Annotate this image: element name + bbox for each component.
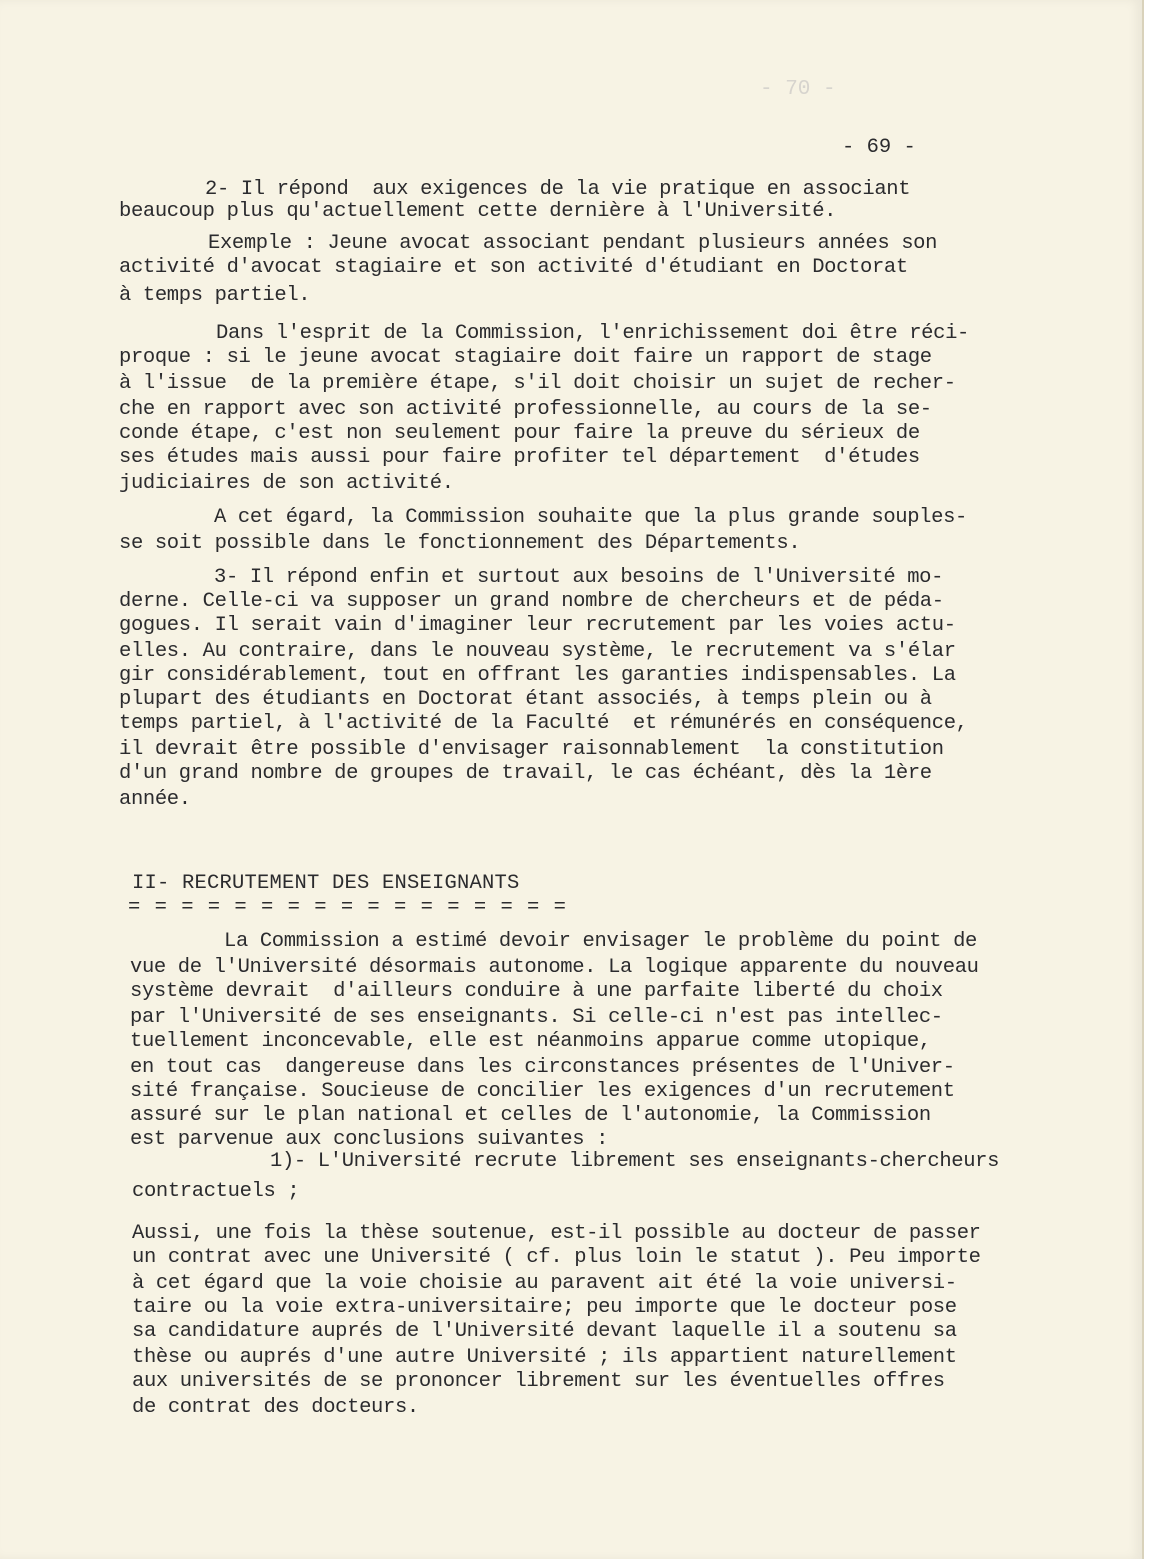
- text-line: gogues. Il serait vain d'imaginer leur recrutement par les voies actu-: [119, 614, 956, 637]
- text-line: elles. Au contraire, dans le nouveau système, le recrutement va s'élar: [119, 640, 956, 663]
- text-line: par l'Université de ses enseignants. Si celle-ci n'est pas intellec-: [130, 1006, 943, 1029]
- text-line: système devrait d'ailleurs conduire à une parfaite liberté du choix: [130, 980, 943, 1003]
- text-line: vue de l'Université désormais autonome. La logique apparente du nouveau: [130, 956, 979, 979]
- text-line: il devrait être possible d'envisager raisonnablement la constitution: [119, 738, 944, 761]
- text-line: che en rapport avec son activité professionnelle, au cours de la se-: [119, 398, 932, 421]
- text-line: Aussi, une fois la thèse soutenue, est-il possible au docteur de passer: [132, 1222, 981, 1245]
- text-line: gir considérablement, tout en offrant les garanties indispensables. La: [119, 664, 956, 687]
- bleed-through-page-number: - 70 -: [760, 78, 836, 101]
- text-line: judiciaires de son activité.: [119, 472, 454, 495]
- text-line: derne. Celle-ci va supposer un grand nombre de chercheurs et de péda-: [119, 590, 944, 613]
- text-line: ses études mais aussi pour faire profiter tel département d'études: [119, 446, 920, 469]
- text-line: à temps partiel.: [119, 284, 311, 307]
- text-line: tuellement inconcevable, elle est néanmoins apparue comme utopique,: [130, 1030, 931, 1053]
- text-line: thèse ou auprés d'une autre Université ; ils appartient naturellement: [132, 1346, 957, 1369]
- text-line: à l'issue de la première étape, s'il doit choisir un sujet de recher-: [119, 372, 956, 395]
- text-line: un contrat avec une Université ( cf. plus loin le statut ). Peu importe: [132, 1246, 981, 1269]
- text-line: La Commission a estimé devoir envisager le problème du point de: [224, 930, 977, 953]
- text-line: se soit possible dans le fonctionnement des Départements.: [119, 532, 801, 555]
- text-line: Exemple : Jeune avocat associant pendant plusieurs années son: [208, 232, 938, 255]
- text-line: temps partiel, à l'activité de la Faculté et rémunérés en conséquence,: [119, 712, 968, 735]
- text-line: 2- Il répond aux exigences de la vie pratique en associant: [205, 178, 911, 201]
- text-line: sa candidature auprés de l'Université devant laquelle il a soutenu sa: [132, 1320, 957, 1343]
- text-line: taire ou la voie extra-universitaire; peu importe que le docteur pose: [132, 1296, 957, 1319]
- text-line: conde étape, c'est non seulement pour faire la preuve du sérieux de: [119, 422, 920, 445]
- text-line: 1)- L'Université recrute librement ses enseignants-chercheurs: [270, 1150, 1000, 1173]
- section-heading-rule: = = = = = = = = = = = = = = = = =: [128, 896, 567, 919]
- text-line: de contrat des docteurs.: [132, 1396, 419, 1419]
- text-line: assuré sur le plan national et celles de l'autonomie, la Commission: [130, 1104, 931, 1127]
- text-line: année.: [119, 788, 191, 811]
- text-line: à cet égard que la voie choisie au paravent ait été la voie universi-: [132, 1272, 957, 1295]
- text-line: activité d'avocat stagiaire et son activité d'étudiant en Doctorat: [119, 256, 908, 279]
- text-line: A cet égard, la Commission souhaite que la plus grande souples-: [214, 506, 967, 529]
- text-line: beaucoup plus qu'actuellement cette dernière à l'Université.: [119, 200, 837, 223]
- page-number: - 69 -: [842, 136, 916, 159]
- text-line: en tout cas dangereuse dans les circonstances présentes de l'Univer-: [130, 1056, 955, 1079]
- text-line: 3- Il répond enfin et surtout aux besoins de l'Université mo-: [214, 566, 944, 589]
- text-line: aux universités de se prononcer librement sur les éventuelles offres: [132, 1370, 945, 1393]
- text-line: plupart des étudiants en Doctorat étant associés, à temps plein ou à: [119, 688, 932, 711]
- section-heading: II- RECRUTEMENT DES ENSEIGNANTS: [132, 872, 520, 895]
- text-line: sité française. Soucieuse de concilier les exigences d'un recrutement: [130, 1080, 955, 1103]
- text-line: Dans l'esprit de la Commission, l'enrichissement doi être réci-: [216, 322, 969, 345]
- text-line: contractuels ;: [132, 1180, 300, 1203]
- text-line: proque : si le jeune avocat stagiaire doit faire un rapport de stage: [119, 346, 932, 369]
- text-line: est parvenue aux conclusions suivantes :: [130, 1128, 609, 1151]
- text-line: d'un grand nombre de groupes de travail, le cas échéant, dès la 1ère: [119, 762, 932, 785]
